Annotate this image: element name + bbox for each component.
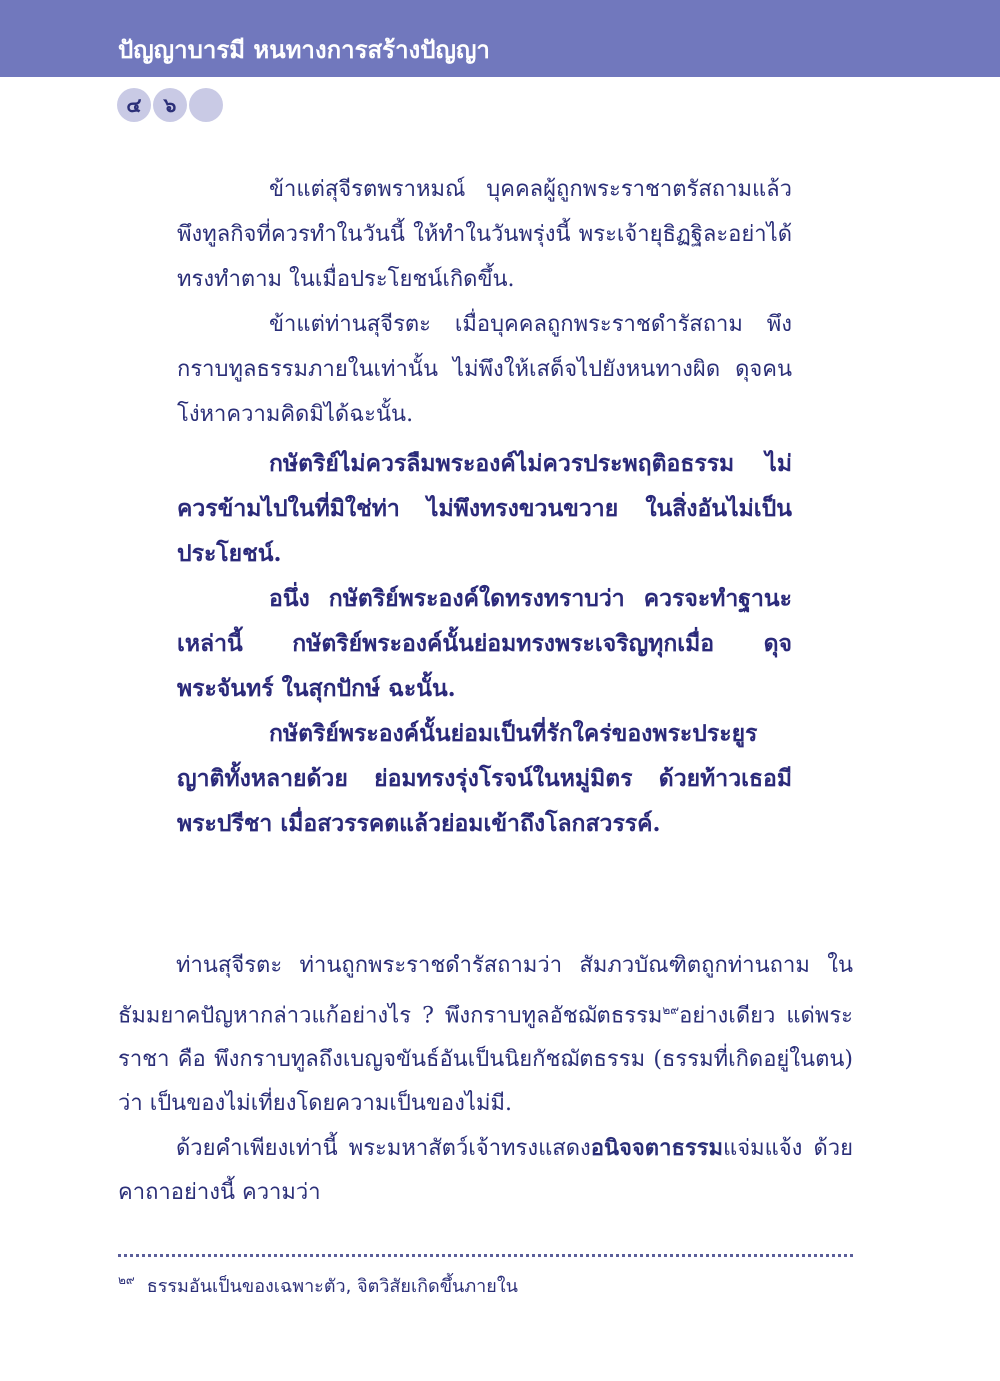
book-title: ปัญญาบารมี หนทางการสร้างปัญญา <box>118 36 490 64</box>
verse-paragraph: ข้าแต่สุจีรตพราหมณ์ บุคคลผู้ถูกพระราชาตรัสถามแล้ว พึงทูลกิจที่ควรทำในวันนี้ ให้ทำในวันพรุ่งนี้ พระเจ้ายุธิฏฐิละอย่าได้ทรงทำตาม ในเมื่อประโยชน์เกิดขึ้น. <box>177 177 792 292</box>
prose-text: ด้วยคำเพียงเท่านี้ พระมหาสัตว์เจ้าทรงแสดง <box>176 1136 591 1162</box>
verse-block-plain <box>177 167 792 437</box>
footnote-mark: ๒๙ <box>118 1273 135 1287</box>
verse-paragraph: กษัตริย์พระองค์นั้นย่อมเป็นที่รักใคร่ของพระประยูรญาติทั้งหลายด้วย ย่อมทรงรุ่งโรจน์ในหมู่มิตร ด้วยท้าวเธอมีพระปรีชา เมื่อสวรรคตแล้วย่อมเข้าถึงโลกสวรรค์. <box>177 720 792 837</box>
page-number-digit: ๖ <box>153 88 187 122</box>
verse-paragraph: กษัตริย์ไม่ควรลืมพระองค์ไม่ควรประพฤติอธรรม ไม่ควรข้ามไปในที่มิใช่ท่า ไม่พึงทรงขวนขวาย ในสิ่งอันไม่เป็นประโยชน์. <box>177 450 792 567</box>
verse-paragraph: ข้าแต่ท่านสุจีรตะ เมื่อบุคคลถูกพระราชดำรัสถาม พึงกราบทูลธรรมภายในเท่านั้น ไม่พึงให้เสด็จไปยังหนทางผิด ดุจคนโง่หาความคิดมิได้ฉะนั้น. <box>177 312 792 427</box>
prose-paragraph <box>118 1126 853 1215</box>
footnote-text: ธรรมอันเป็นของเฉพาะตัว, จิตวิสัยเกิดขึ้นภายใน <box>146 1276 518 1297</box>
prose-block <box>118 944 853 1215</box>
verse-block-bold <box>177 441 792 846</box>
footnote <box>118 1271 518 1300</box>
page-number <box>117 88 223 122</box>
footnote-divider <box>118 1254 853 1257</box>
footnote-reference: ๒๙ <box>662 1003 680 1017</box>
prose-text: อย่างเดียว แด่พระราชา คือ พึงกราบทูลถึงเบญจขันธ์อันเป็นนิยกัชฌัตธรรม (ธรรมที่เกิดอยู่ในตน) ว่า เป็นของไม่เที่ยงโดยความเป็นของไม่มี. <box>118 1003 853 1117</box>
page-number-digit: ๔ <box>117 88 151 122</box>
emphasized-term: อนิจจตาธรรม <box>590 1135 724 1162</box>
prose-text: ท่านสุจีรตะ ท่านถูกพระราชดำรัสถามว่า สัมภวบัณฑิตถูกท่านถาม ในธัมมยาคปัญหากล่าวแก้อย่างไร ? พึงกราบทูลอัชฌัตธรรม <box>118 953 853 1029</box>
prose-paragraph <box>118 944 853 1126</box>
header-bar <box>0 0 1000 77</box>
prose-text: แจ่มแจ้ง ด้วยคาถาอย่างนี้ ความว่า <box>118 1136 853 1206</box>
page-number-blank-dot <box>189 88 223 122</box>
verse-paragraph: อนึ่ง กษัตริย์พระองค์ใดทรงทราบว่า ควรจะทำฐานะเหล่านี้ กษัตริย์พระองค์นั้นย่อมทรงพระเจริญทุกเมื่อ ดุจพระจันทร์ ในสุกปักษ์ ฉะนั้น. <box>177 585 792 702</box>
